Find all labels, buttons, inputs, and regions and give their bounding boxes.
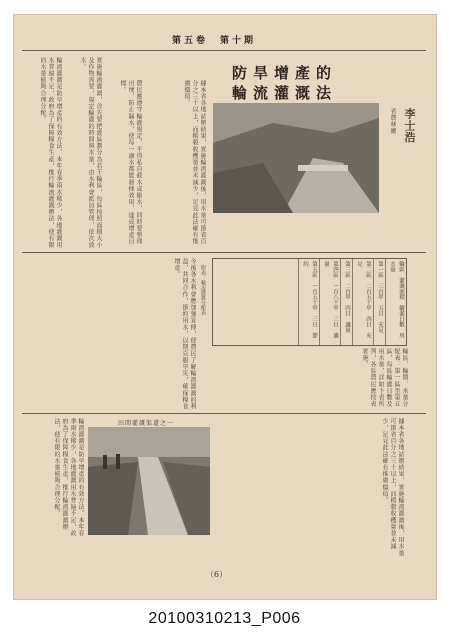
table-row: 輪區 灌溉面積 輪灌日數 用水量 bbox=[385, 259, 406, 345]
dam-photo-image bbox=[213, 103, 379, 213]
header-rule bbox=[22, 50, 426, 51]
text-column: 輪區、輪期、水量分配表：第一區至第五區，每區輪灌日數及用水量，詳如下表所列，各區農民應按表實施。 bbox=[361, 348, 408, 408]
issue-header: 第五卷 第十期 bbox=[172, 36, 257, 46]
text-column: 據本省各地試辦結果，實施輪流灌溉後，用水量可節省百分之三十以上，而稻穀收穫量並未減少，足見此法確有推廣價值。 bbox=[183, 80, 206, 245]
irrigation-photo-image bbox=[88, 427, 210, 535]
table-row: 第三區 二百甲 四日 適量 bbox=[340, 259, 352, 345]
table-row: 第四區 一百八十甲 三日 適量 bbox=[319, 259, 340, 345]
text-column: 實施輪流灌溉，首先要把灌區劃分為若干輪區，每區按照面積大小及作物需要，規定輪灌的時間與水量，由水利會派員管理，依次放水。 bbox=[79, 57, 102, 249]
text-column: 今後各水利會應加強宣傳，使農民了解輪流灌溉的利益，共同合作，節約用水，以期克服旱災，確保糧食增產。 bbox=[173, 258, 196, 410]
article-title-line1: 防旱增產的 bbox=[232, 64, 338, 82]
table-legend: 附表：輪流灌溉分配表 bbox=[200, 265, 206, 315]
text-column: 輪流灌溉是防旱增產的有效方法。本年春季雨水稀少，各地灌溉用水普遍不足，政府為了保障糧食生產，推行輪流灌溉辦法，使有限的水量能夠合理分配。 bbox=[53, 418, 84, 537]
text-column: 農民應遵守輪灌規定，不得私自截水或偷水，同時要整理田埂，防止漏水，使每一滴水都能發揮效用，達成增產目標。 bbox=[119, 80, 142, 245]
archive-id: 20100310213_P006 bbox=[148, 610, 301, 627]
irrigation-photo bbox=[88, 427, 210, 535]
page-number: （6） bbox=[206, 570, 228, 579]
section-rule bbox=[22, 252, 426, 253]
text-column: 據本省各地試辦結果，實施輪流灌溉後，用水量可節省百分之三十以上，而稻穀收穫量並未減少，足見此法確有推廣價值。 bbox=[381, 418, 404, 557]
author-name: 李士浩 bbox=[403, 108, 416, 143]
table-row: 第五區 一百五十甲 三日 節約 bbox=[298, 259, 319, 345]
author-affiliation: 省農林廳 bbox=[389, 108, 396, 135]
table-row: 第二區 二百五十甲 四日 充足 bbox=[352, 259, 373, 345]
title-photo bbox=[213, 103, 379, 213]
distribution-table bbox=[212, 258, 407, 346]
article-title-line2: 輪流灌溉法 bbox=[232, 84, 338, 102]
photo-caption: 田間灌溉渠道之一 bbox=[118, 420, 175, 427]
table-row: 第一區 三百甲 五日 充足 bbox=[373, 259, 385, 345]
section-rule bbox=[22, 413, 426, 414]
text-column: 輪流灌溉是防旱增產的有效方法。本年春季雨水稀少，各地灌溉用水普遍不足，政府為了保障糧食生產，推行輪流灌溉辦法，使有限的水量能夠合理分配。 bbox=[39, 57, 62, 249]
